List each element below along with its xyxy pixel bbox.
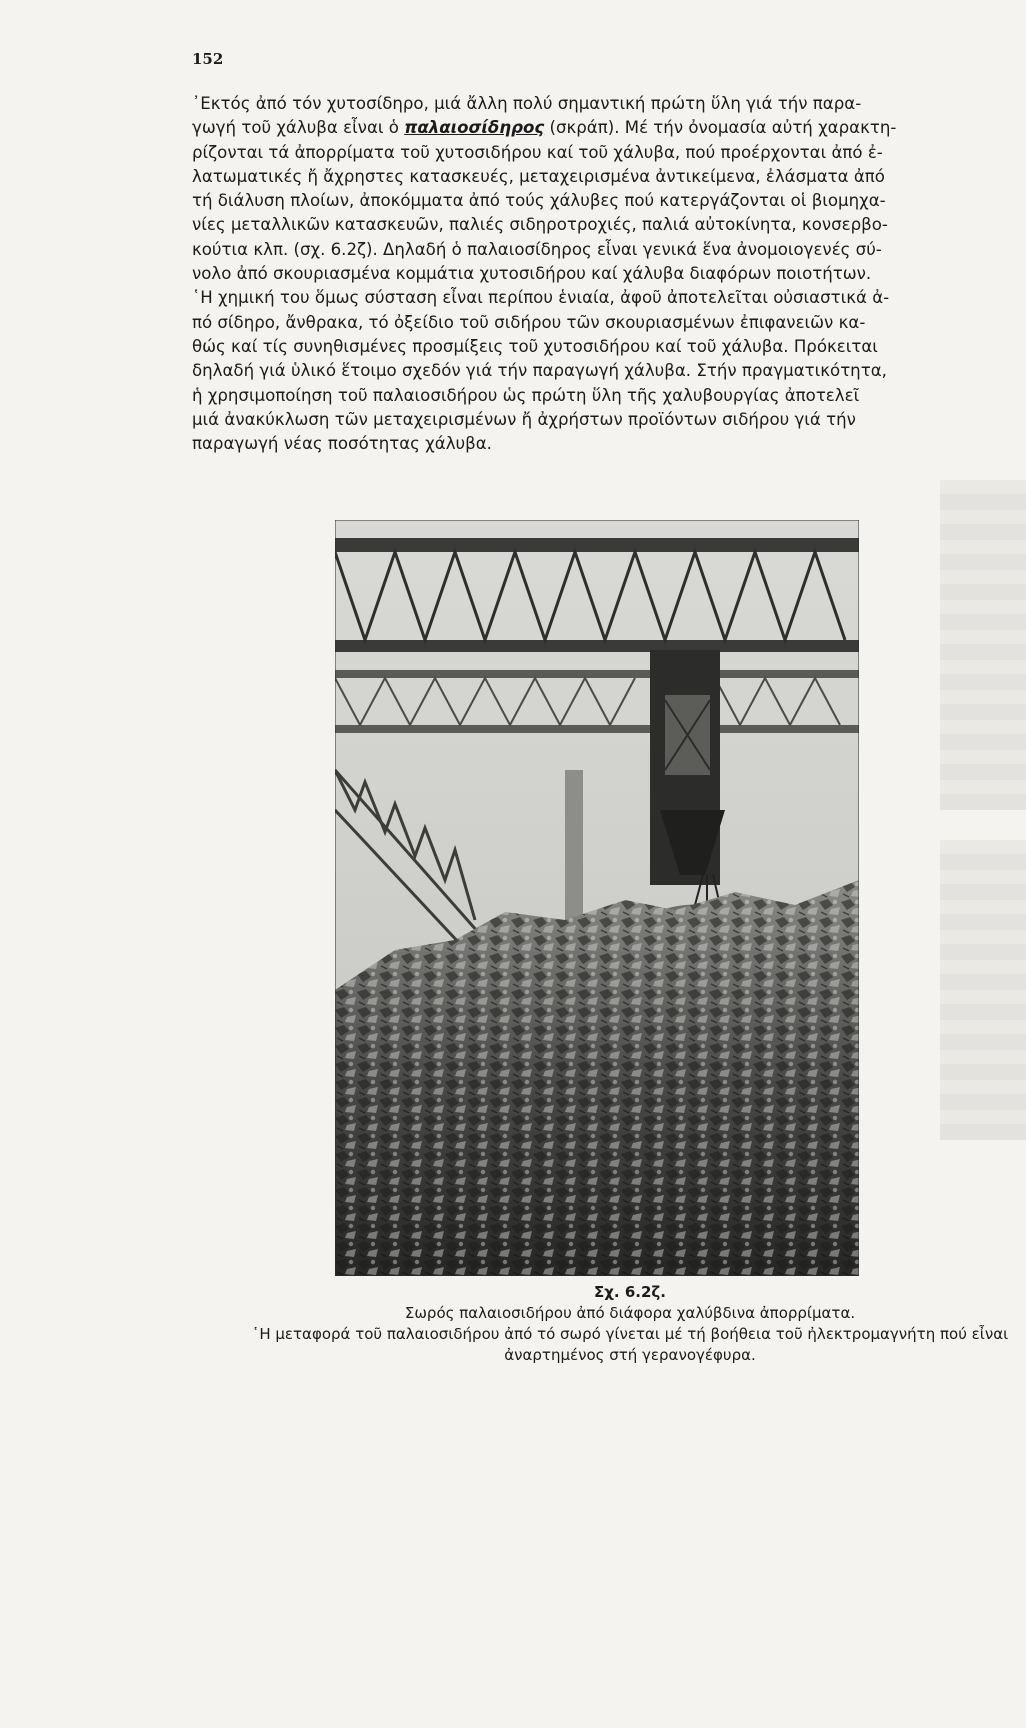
crane-trolley	[650, 650, 725, 885]
text-line: κούτια κλπ. (σχ. 6.2ζ). Δηλαδή ὁ παλαιοσίδηρος εἶναι γενικά ἕνα ἀνομοιογενές σύ-	[192, 239, 882, 259]
bleed-through-shadow	[940, 840, 1026, 1140]
text-line	[192, 116, 1016, 140]
figure-caption	[230, 1282, 1026, 1366]
text-line: νίες μεταλλικῶν κατασκευῶν, παλιές σιδηροτροχιές, παλιά αὐτοκίνητα, κονσερβο-	[192, 215, 888, 235]
text-run: γωγή τοῦ χάλυβα εἶναι ὁ	[192, 118, 405, 138]
text-line: νολο ἀπό σκουριασμένα κομμάτια χυτοσιδήρου καί χάλυβα διαφόρων ποιοτήτων.	[192, 264, 872, 284]
text-line: ρίζονται τά ἀπορρίματα τοῦ χυτοσιδήρου καί τοῦ χάλυβα, πού προέρχονται ἀπό ἐ-	[192, 142, 883, 162]
text-line: πό σίδηρο, ἄνθρακα, τό ὀξείδιο τοῦ σιδήρου τῶν σκουριασμένων ἐπιφανειῶν κα-	[192, 312, 866, 332]
page-number: 152	[192, 50, 224, 68]
caption-line: Σωρός παλαιοσιδήρου ἀπό διάφορα χαλύβδινα ἀπορρίματα.	[404, 1304, 856, 1322]
text-line: ἡ χρησιμοποίηση τοῦ παλαιοσιδήρου ὡς πρώτη ὕλη τῆς χαλυβουργίας ἀποτελεῖ	[192, 385, 860, 405]
text-line: δηλαδή γιά ὑλικό ἕτοιμο σχεδόν γιά τήν παραγωγή χάλυβα. Στήν πραγματικότητα,	[192, 361, 887, 381]
body-paragraph	[192, 92, 1016, 456]
text-run: (σκράπ). Μέ τήν ὀνομασία αὐτή χαρακτη-	[544, 118, 897, 138]
text-line: παραγωγή νέας ποσότητας χάλυβα.	[192, 434, 492, 454]
text-line: ῾Η χημική του ὅμως σύσταση εἶναι περίπου ἑνιαία, ἀφοῦ ἀποτελεῖται οὐσιαστικά ἀ-	[192, 288, 890, 308]
term-emphasis: παλαιοσίδηρος	[404, 118, 545, 138]
bleed-through-shadow	[940, 480, 1026, 810]
scrap-pile-photo	[335, 520, 859, 1728]
figure-label: Σχ. 6.2ζ.	[594, 1283, 666, 1301]
caption-line: ἀναρτημένος στή γερανογέφυρα.	[504, 1346, 756, 1364]
caption-line: ῾Η μεταφορά τοῦ παλαιοσιδήρου ἀπό τό σωρό γίνεται μέ τή βοήθεια τοῦ ἠλεκτρομαγνήτη πού εἶναι	[251, 1325, 1009, 1343]
text-line: θώς καί τίς συνηθισμένες προσμίξεις τοῦ χυτοσιδήρου καί τοῦ χάλυβα. Πρόκειται	[192, 336, 878, 356]
text-line: ᾿Εκτός ἀπό τόν χυτοσίδηρο, μιά ἄλλη πολύ σημαντική πρώτη ὕλη γιά τήν παρα-	[192, 94, 862, 113]
text-line: λατωματικές ἤ ἄχρηστες κατασκευές, μεταχειρισμένα ἀντικείμενα, ἐλάσματα ἀπό	[192, 166, 885, 186]
text-line: μιά ἀνακύκλωση τῶν μεταχειρισμένων ἤ ἀχρήστων προϊόντων σιδήρου γιά τήν	[192, 409, 856, 429]
text-line: τή διάλυση πλοίων, ἀποκόμματα ἀπό τούς χάλυβες πού κατεργάζονται οἱ βιομηχα-	[192, 191, 886, 211]
